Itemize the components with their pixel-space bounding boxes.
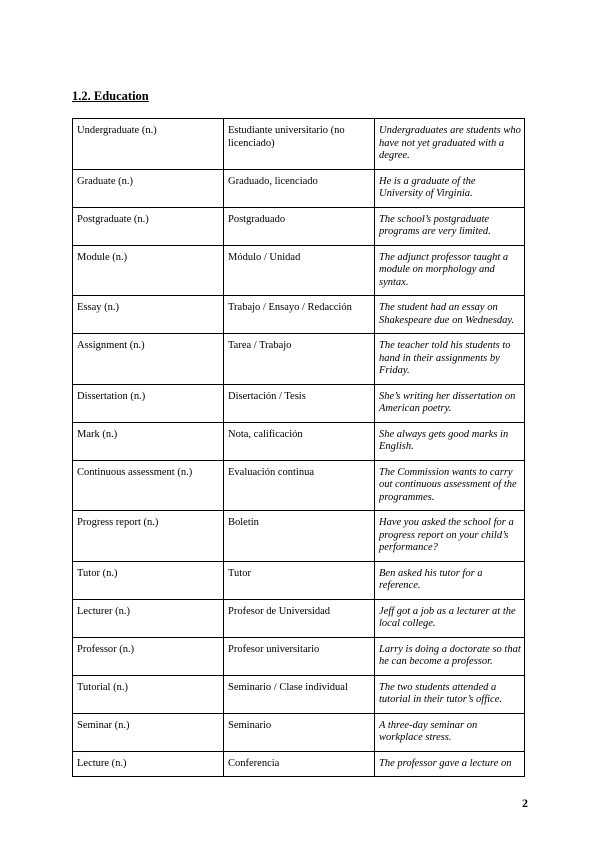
table-row — [73, 599, 525, 637]
translation-cell: Estudiante universitario (no licenciado) — [224, 119, 375, 170]
example-cell: Undergraduates are students who have not yet graduated with a degree. — [375, 119, 525, 170]
example-cell: Jeff got a job as a lecturer at the local college. — [375, 599, 525, 637]
term-cell: Professor (n.) — [73, 637, 224, 675]
example-cell: Larry is doing a doctorate so that he can become a professor. — [375, 637, 525, 675]
example-cell: Ben asked his tutor for a reference. — [375, 561, 525, 599]
table-row — [73, 637, 525, 675]
table-row — [73, 675, 525, 713]
translation-cell: Seminario / Clase individual — [224, 675, 375, 713]
example-cell: Have you asked the school for a progress report on your child’s performance? — [375, 511, 525, 562]
table-row — [73, 561, 525, 599]
term-cell: Progress report (n.) — [73, 511, 224, 562]
table-row — [73, 713, 525, 751]
table-row — [73, 119, 525, 170]
term-cell: Graduate (n.) — [73, 169, 224, 207]
table-row — [73, 334, 525, 385]
translation-cell: Seminario — [224, 713, 375, 751]
example-cell: The Commission wants to carry out continuous assessment of the programmes. — [375, 460, 525, 511]
term-cell: Continuous assessment (n.) — [73, 460, 224, 511]
table-row — [73, 511, 525, 562]
translation-cell: Profesor universitario — [224, 637, 375, 675]
translation-cell: Postgraduado — [224, 207, 375, 245]
table-row — [73, 460, 525, 511]
example-cell: The teacher told his students to hand in their assignments by Friday. — [375, 334, 525, 385]
table-row — [73, 245, 525, 296]
translation-cell: Tarea / Trabajo — [224, 334, 375, 385]
translation-cell: Conferencia — [224, 751, 375, 777]
table-row — [73, 207, 525, 245]
table-row — [73, 422, 525, 460]
example-cell: She’s writing her dissertation on American poetry. — [375, 384, 525, 422]
term-cell: Dissertation (n.) — [73, 384, 224, 422]
translation-cell: Profesor de Universidad — [224, 599, 375, 637]
term-cell: Assignment (n.) — [73, 334, 224, 385]
term-cell: Essay (n.) — [73, 296, 224, 334]
translation-cell: Disertación / Tesis — [224, 384, 375, 422]
term-cell: Mark (n.) — [73, 422, 224, 460]
term-cell: Undergraduate (n.) — [73, 119, 224, 170]
term-cell: Module (n.) — [73, 245, 224, 296]
vocabulary-table — [72, 118, 525, 777]
section-heading: 1.2. Education — [72, 89, 149, 103]
term-cell: Lecture (n.) — [73, 751, 224, 777]
table-row — [73, 169, 525, 207]
translation-cell: Evaluación continua — [224, 460, 375, 511]
page-number: 2 — [522, 796, 528, 810]
term-cell: Tutorial (n.) — [73, 675, 224, 713]
example-cell: She always gets good marks in English. — [375, 422, 525, 460]
term-cell: Tutor (n.) — [73, 561, 224, 599]
translation-cell: Graduado, licenciado — [224, 169, 375, 207]
example-cell: He is a graduate of the University of Virginia. — [375, 169, 525, 207]
translation-cell: Módulo / Unidad — [224, 245, 375, 296]
example-cell: The student had an essay on Shakespeare due on Wednesday. — [375, 296, 525, 334]
example-cell: A three-day seminar on workplace stress. — [375, 713, 525, 751]
term-cell: Postgraduate (n.) — [73, 207, 224, 245]
table-row — [73, 296, 525, 334]
vocabulary-table-body — [73, 119, 525, 777]
example-cell: The adjunct professor taught a module on morphology and syntax. — [375, 245, 525, 296]
term-cell: Lecturer (n.) — [73, 599, 224, 637]
translation-cell: Boletín — [224, 511, 375, 562]
example-cell: The two students attended a tutorial in their tutor’s office. — [375, 675, 525, 713]
table-row — [73, 751, 525, 777]
translation-cell: Tutor — [224, 561, 375, 599]
example-cell: The professor gave a lecture on — [375, 751, 525, 777]
term-cell: Seminar (n.) — [73, 713, 224, 751]
table-row — [73, 384, 525, 422]
translation-cell: Nota, calificación — [224, 422, 375, 460]
translation-cell: Trabajo / Ensayo / Redacción — [224, 296, 375, 334]
example-cell: The school’s postgraduate programs are very limited. — [375, 207, 525, 245]
